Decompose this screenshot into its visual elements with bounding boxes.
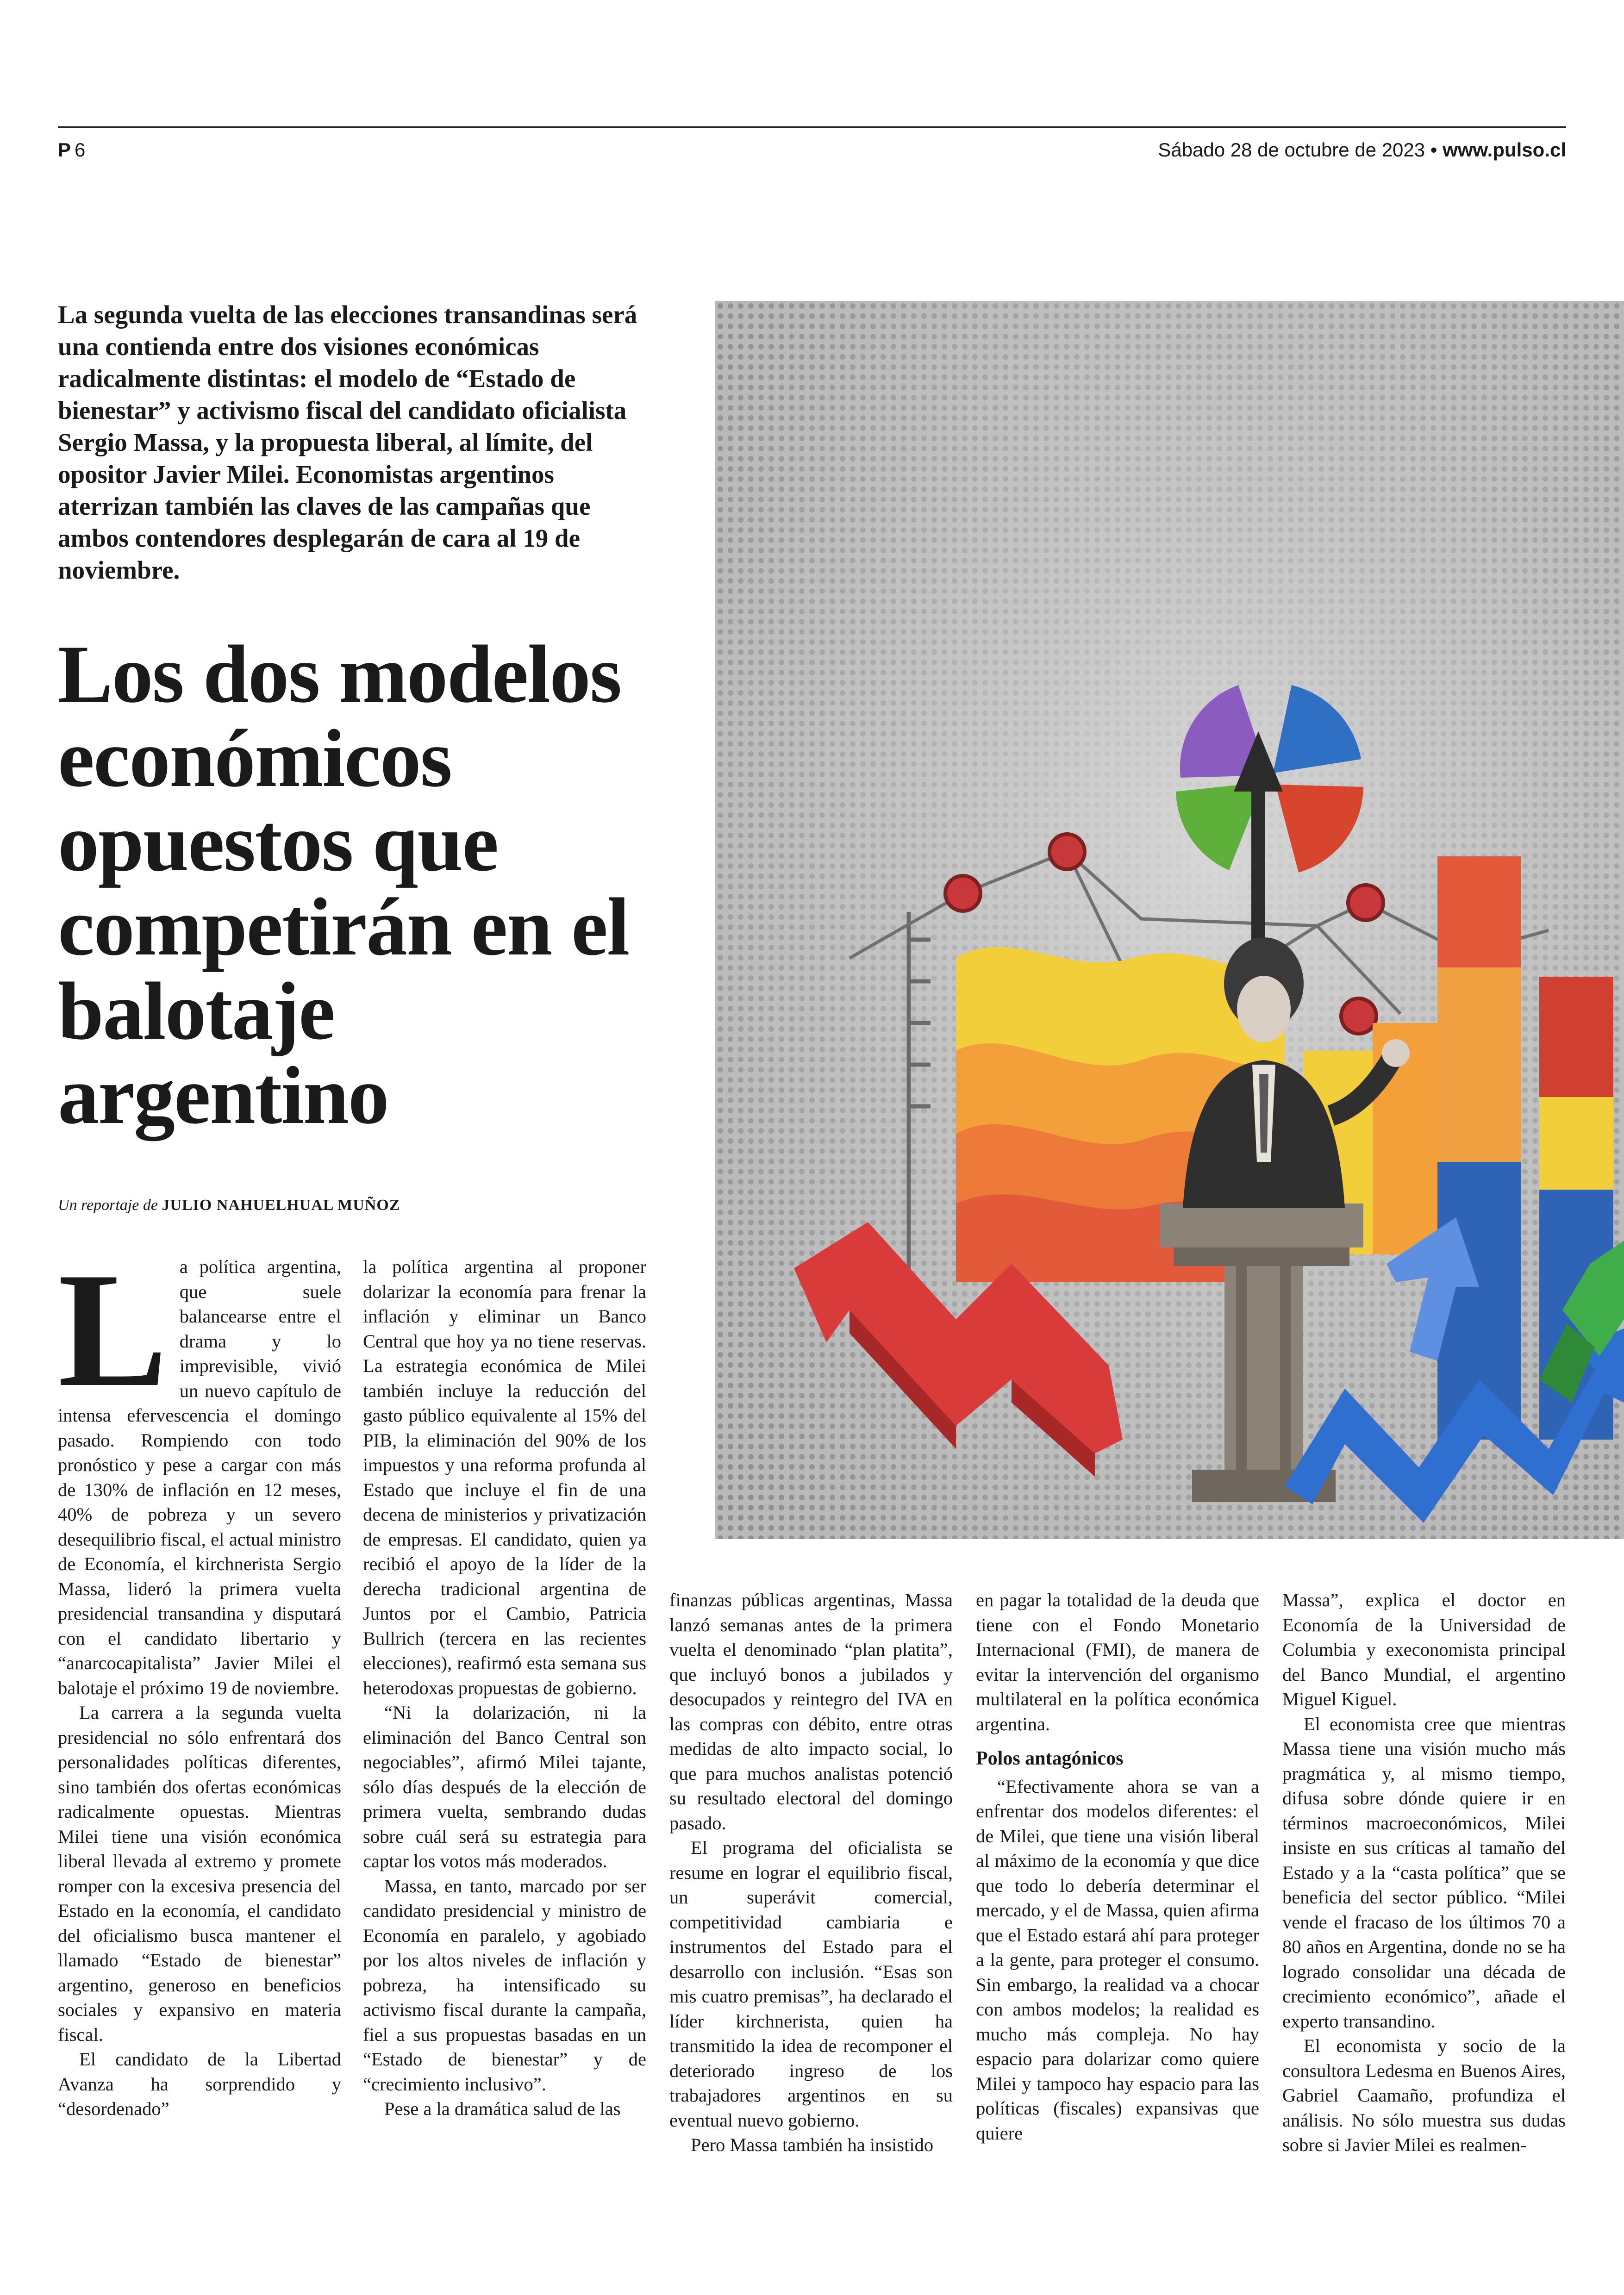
paragraph: a política argentina, que suele balancearse entre el drama y lo imprevisible, vivió un nuevo capítulo de intensa efervescencia el domingo pasado. Rompiendo con todo pronóstico y pese a cargar con más de 130% de inflación en 12 meses, 40% de pobreza y un severo desequilibrio fiscal, el actual ministro de Economía, el kirchnerista Sergio Massa, lideró la primera vuelta presidencial transandina y disputará con el candidato libertario y “anarcocapitalista” Javier Milei el balotaje el próximo 19 de noviembre. [58,1256,341,1698]
site-link[interactable]: www.pulso.cl [1443,139,1566,161]
paragraph: Massa”, explica el doctor en Economía de la Universidad de Columbia y execonomista principal del Banco Mundial, el argentino Miguel Kiguel. [1282,1590,1566,1709]
article-lede: La segunda vuelta de las elecciones transandinas será una contienda entre dos visiones económicas radicalmente distintas: el modelo de “Estado de bienestar” y activismo fiscal del candidato oficialista Sergio Massa, y la propuesta liberal, al límite, del opositor Javier Milei. Economistas argentinos aterrizan también las claves de las campañas que ambos contendores desplegarán de cara al 19 de noviembre. [58,300,637,584]
paragraph: Pese a la dramática salud de las [384,2098,621,2119]
paragraph: El candidato de la Libertad Avanza ha sorprendido y “desordenado” [58,2049,341,2119]
body-column-3 [669,1588,953,2158]
issue-date: Sábado 28 de octubre de 2023 • [1158,139,1437,161]
subheading: Polos antagónicos [976,1748,1124,1769]
article-illustration [715,301,1624,1539]
paragraph: El economista y socio de la consultora Ledesma en Buenos Aires, Gabriel Caamaño, profundiza el análisis. No sólo muestra sus dudas sobre si Javier Milei es realmen- [1282,2035,1566,2155]
article-headline: Los dos modelos económicos opuestos que competirán en el balotaje argentino [58,628,629,1141]
header-rule [58,126,1566,128]
paragraph: Pero Massa también ha insistido [691,2134,934,2155]
byline-author: JULIO NAHUELHUAL MUÑOZ [162,1197,400,1214]
paragraph: en pagar la totalidad de la deuda que tiene con el Fondo Monetario Internacional (FMI), de manera de evitar la intervención del organismo multilateral en la política económica argentina. [976,1590,1259,1734]
body-column-2 [363,1254,646,2121]
paragraph: La carrera a la segunda vuelta presidencial no sólo enfrentará dos personalidades políticas diferentes, sino también dos ofertas económicas radicalmente opuestas. Mientras Milei tiene una visión económica liberal llevada al extremo y promete romper con la excesiva presencia del Estado en la economía, el candidato del oficialismo busca mantener el llamado “Estado de bienestar” argentino, generoso en beneficios sociales y expansivo en materia fiscal. [58,1702,341,2045]
body-column-5 [1282,1588,1566,2158]
paragraph: “Efectivamente ahora se van a enfrentar dos modelos diferentes: el de Milei, que tiene una visión liberal al máximo de la economía y que dice que todo lo debería determinar el mercado, y el de Massa, quien afirma que el Estado estará ahí para proteger a la gente, para proteger el consumo. Sin embargo, la realidad va a chocar con ambos modelos; la realidad es mucho más compleja. No hay espacio para dolarizar como quiere Milei y tampoco hay espacio para las políticas (fiscales) expansivas que quiere [976,1776,1259,2144]
paragraph: finanzas públicas argentinas, Massa lanzó semanas antes de la primera vuelta el denominado “plan platita”, que incluyó bonos a jubilados y desocupados y reintegro del IVA en las compras con débito, entre otras medidas de alto impacto social, lo que para muchos analistas potenció su resultado electoral del domingo pasado. [669,1590,953,1834]
body-column-1 [58,1239,341,2121]
paragraph: El economista cree que mientras Massa tiene una visión mucho más pragmática y, al mismo tiempo, difusa sobre dónde quiere ir en términos macroeconómicos, Milei insiste en sus críticas al tamaño del Estado y a la “casta política” que se beneficia del sector público. “Milei vende el fracaso de los últimos 70 a 80 años en Argentina, donde no se ha logrado consolidar una década de crecimiento económico”, añade el experto transandino. [1282,1713,1566,2032]
paragraph: Massa, en tanto, marcado por ser candidato presidencial y ministro de Economía en paralelo, y agobiado por los altos niveles de inflación y pobreza, ha intensificado su activismo fiscal durante la campaña, fiel a sus propuestas basadas en un “Estado de bienestar” y de “crecimiento inclusivo”. [363,1875,646,2095]
drop-cap: L [58,1239,168,1421]
paragraph: El programa del oficialista se resume en lograr el equilibrio fiscal, un superávit comercial, competitividad cambiaria e instrumentos del Estado para el desarrollo con inclusión. “Esas son mis cuatro premisas”, ha declarado el líder kirchnerista, quien ha transmitido la idea de recomponer el deteriorado ingreso de los trabajadores argentinos en su eventual nuevo gobierno. [669,1837,953,2131]
dateline [1158,139,1566,161]
byline: Un reportaje de JULIO NAHUELHUAL MUÑOZ [58,1197,400,1214]
paragraph: “Ni la dolarización, ni la eliminación del Banco Central son negociables”, afirmó Milei tajante, sólo días después de la elección de primera vuelta, sembrando dudas sobre cuál será su estrategia para captar los votos más moderados. [363,1702,646,1871]
page-number: P 6 [58,139,86,161]
paragraph: la política argentina al proponer dolarizar la economía para frenar la inflación y eliminar un Banco Central que hoy ya no tiene reservas. La estrategia económica de Milei también incluye la reducción del gasto público equivalente al 15% del PIB, la eliminación del 90% de los impuestos y una reforma profunda al Estado que incluye el fin de una decena de ministerios y privatización de empresas. El candidato, quien ya recibió el apoyo de la líder de la derecha tradicional argentina de Juntos por el Cambio, Patricia Bullrich (tercera en las recientes elecciones), reafirmó esta semana sus heterodoxas propuestas de gobierno. [363,1256,646,1698]
body-column-4 [976,1588,1259,2145]
